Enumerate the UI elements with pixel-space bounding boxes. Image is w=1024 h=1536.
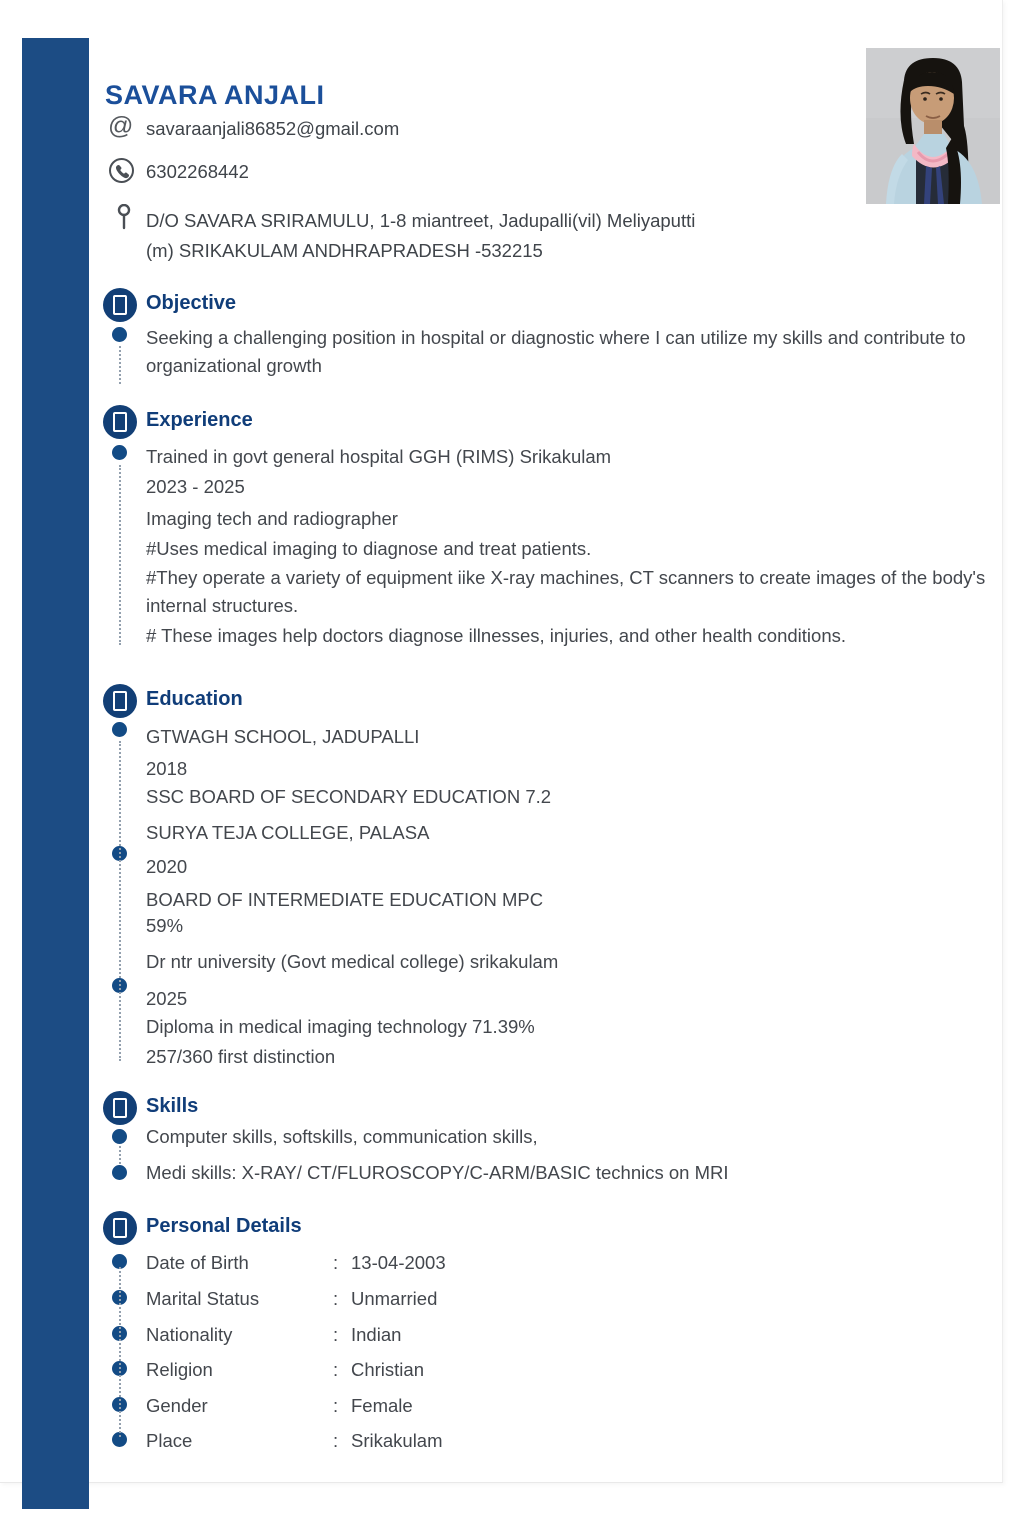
personal-value: Female	[351, 1395, 413, 1416]
placeholder-glyph-icon	[113, 1218, 127, 1238]
personal-colon: :	[333, 1430, 339, 1451]
address-line-2: (m) SRIKAKULAM ANDHRAPRADESH -532215	[146, 240, 543, 261]
personal-colon: :	[333, 1252, 339, 1273]
timeline-line	[119, 346, 121, 384]
personal-label: Place	[146, 1430, 193, 1451]
timeline-dot	[112, 1129, 127, 1144]
experience-bullet: # These images help doctors diagnose illnesses, injuries, and other health conditions.	[146, 625, 847, 646]
address-line-1: D/O SAVARA SRIRAMULU, 1-8 miantreet, Jadupalli(vil) Meliyaputti	[146, 210, 696, 231]
timeline-dot	[112, 445, 127, 460]
timeline-dot	[112, 327, 127, 342]
education-year: 2018	[146, 758, 188, 779]
personal-section-icon	[103, 1211, 137, 1245]
education-detail: Diploma in medical imaging technology 71.39%	[146, 1016, 535, 1037]
skills-title: Skills	[146, 1095, 199, 1117]
personal-row	[146, 1392, 746, 1420]
personal-label: Nationality	[146, 1324, 233, 1345]
section-skills	[103, 1091, 1003, 1201]
personal-value: 13-04-2003	[351, 1252, 446, 1273]
placeholder-glyph-icon	[113, 412, 127, 432]
education-school: GTWAGH SCHOOL, JADUPALLI	[146, 726, 420, 747]
experience-org: Trained in govt general hospital GGH (RIMS) Srikakulam	[146, 446, 612, 467]
skills-section-icon	[103, 1091, 137, 1125]
objective-section-icon	[103, 288, 137, 322]
personal-title: Personal Details	[146, 1215, 302, 1237]
section-experience	[103, 405, 1003, 655]
personal-row	[146, 1249, 746, 1277]
email-text: savaraanjali86852@gmail.com	[146, 118, 400, 139]
experience-bullet: #They operate a variety of equipment iike X-ray machines, CT scanners to create images of the body's internal structures.	[146, 567, 986, 616]
section-education	[103, 684, 1003, 1079]
education-title: Education	[146, 688, 243, 710]
section-objective	[103, 288, 1003, 398]
email-icon: @	[108, 112, 134, 140]
objective-title: Objective	[146, 292, 237, 314]
personal-colon: :	[333, 1288, 339, 1309]
education-school: Dr ntr university (Govt medical college) srikakulam	[146, 951, 559, 972]
personal-label: Gender	[146, 1395, 208, 1416]
placeholder-glyph-icon	[113, 1098, 127, 1118]
experience-title: Experience	[146, 409, 253, 431]
address-block	[146, 206, 826, 266]
location-icon	[117, 204, 131, 234]
personal-colon: :	[333, 1324, 339, 1345]
placeholder-glyph-icon	[113, 295, 127, 315]
timeline-dot	[112, 1165, 127, 1180]
timeline-dot	[112, 722, 127, 737]
education-school: SURYA TEJA COLLEGE, PALASA	[146, 822, 430, 843]
person-name: SAVARA ANJALI	[105, 80, 325, 110]
education-extra: 59%	[146, 915, 184, 936]
personal-colon: :	[333, 1359, 339, 1380]
personal-value: Srikakulam	[351, 1430, 443, 1451]
personal-row	[146, 1427, 746, 1455]
placeholder-glyph-icon	[113, 691, 127, 711]
section-personal-details	[103, 1211, 1003, 1461]
experience-section-icon	[103, 405, 137, 439]
timeline-line	[119, 1146, 121, 1164]
profile-photo	[866, 48, 1000, 204]
left-accent-bar	[22, 38, 89, 1509]
personal-value: Christian	[351, 1359, 424, 1380]
phone-text: 6302268442	[146, 161, 249, 182]
skill-item: Computer skills, softskills, communication skills,	[146, 1126, 538, 1147]
skill-item: Medi skills: X-RAY/ CT/FLUROSCOPY/C-ARM/BASIC technics on MRI	[146, 1162, 729, 1183]
education-section-icon	[103, 684, 137, 718]
experience-role: Imaging tech and radiographer	[146, 508, 398, 529]
education-year: 2025	[146, 988, 188, 1009]
personal-value: Unmarried	[351, 1288, 438, 1309]
education-detail: BOARD OF INTERMEDIATE EDUCATION MPC	[146, 889, 544, 910]
timeline-line	[119, 1267, 121, 1437]
education-extra: 257/360 first distinction	[146, 1046, 336, 1067]
personal-label: Marital Status	[146, 1288, 260, 1309]
education-detail: SSC BOARD OF SECONDARY EDUCATION 7.2	[146, 786, 552, 807]
experience-period: 2023 - 2025	[146, 476, 245, 497]
objective-text: Seeking a challenging position in hospital or diagnostic where I can utilize my skills and contribute to organizational growth	[146, 327, 966, 376]
personal-row	[146, 1356, 746, 1384]
personal-row	[146, 1321, 746, 1349]
experience-bullet: #Uses medical imaging to diagnose and treat patients.	[146, 538, 592, 559]
personal-label: Date of Birth	[146, 1252, 249, 1273]
personal-value: Indian	[351, 1324, 402, 1345]
phone-icon	[108, 157, 135, 184]
personal-label: Religion	[146, 1359, 213, 1380]
timeline-line	[119, 741, 121, 1061]
personal-row	[146, 1285, 746, 1313]
personal-colon: :	[333, 1395, 339, 1416]
education-year: 2020	[146, 856, 188, 877]
timeline-line	[119, 465, 121, 645]
